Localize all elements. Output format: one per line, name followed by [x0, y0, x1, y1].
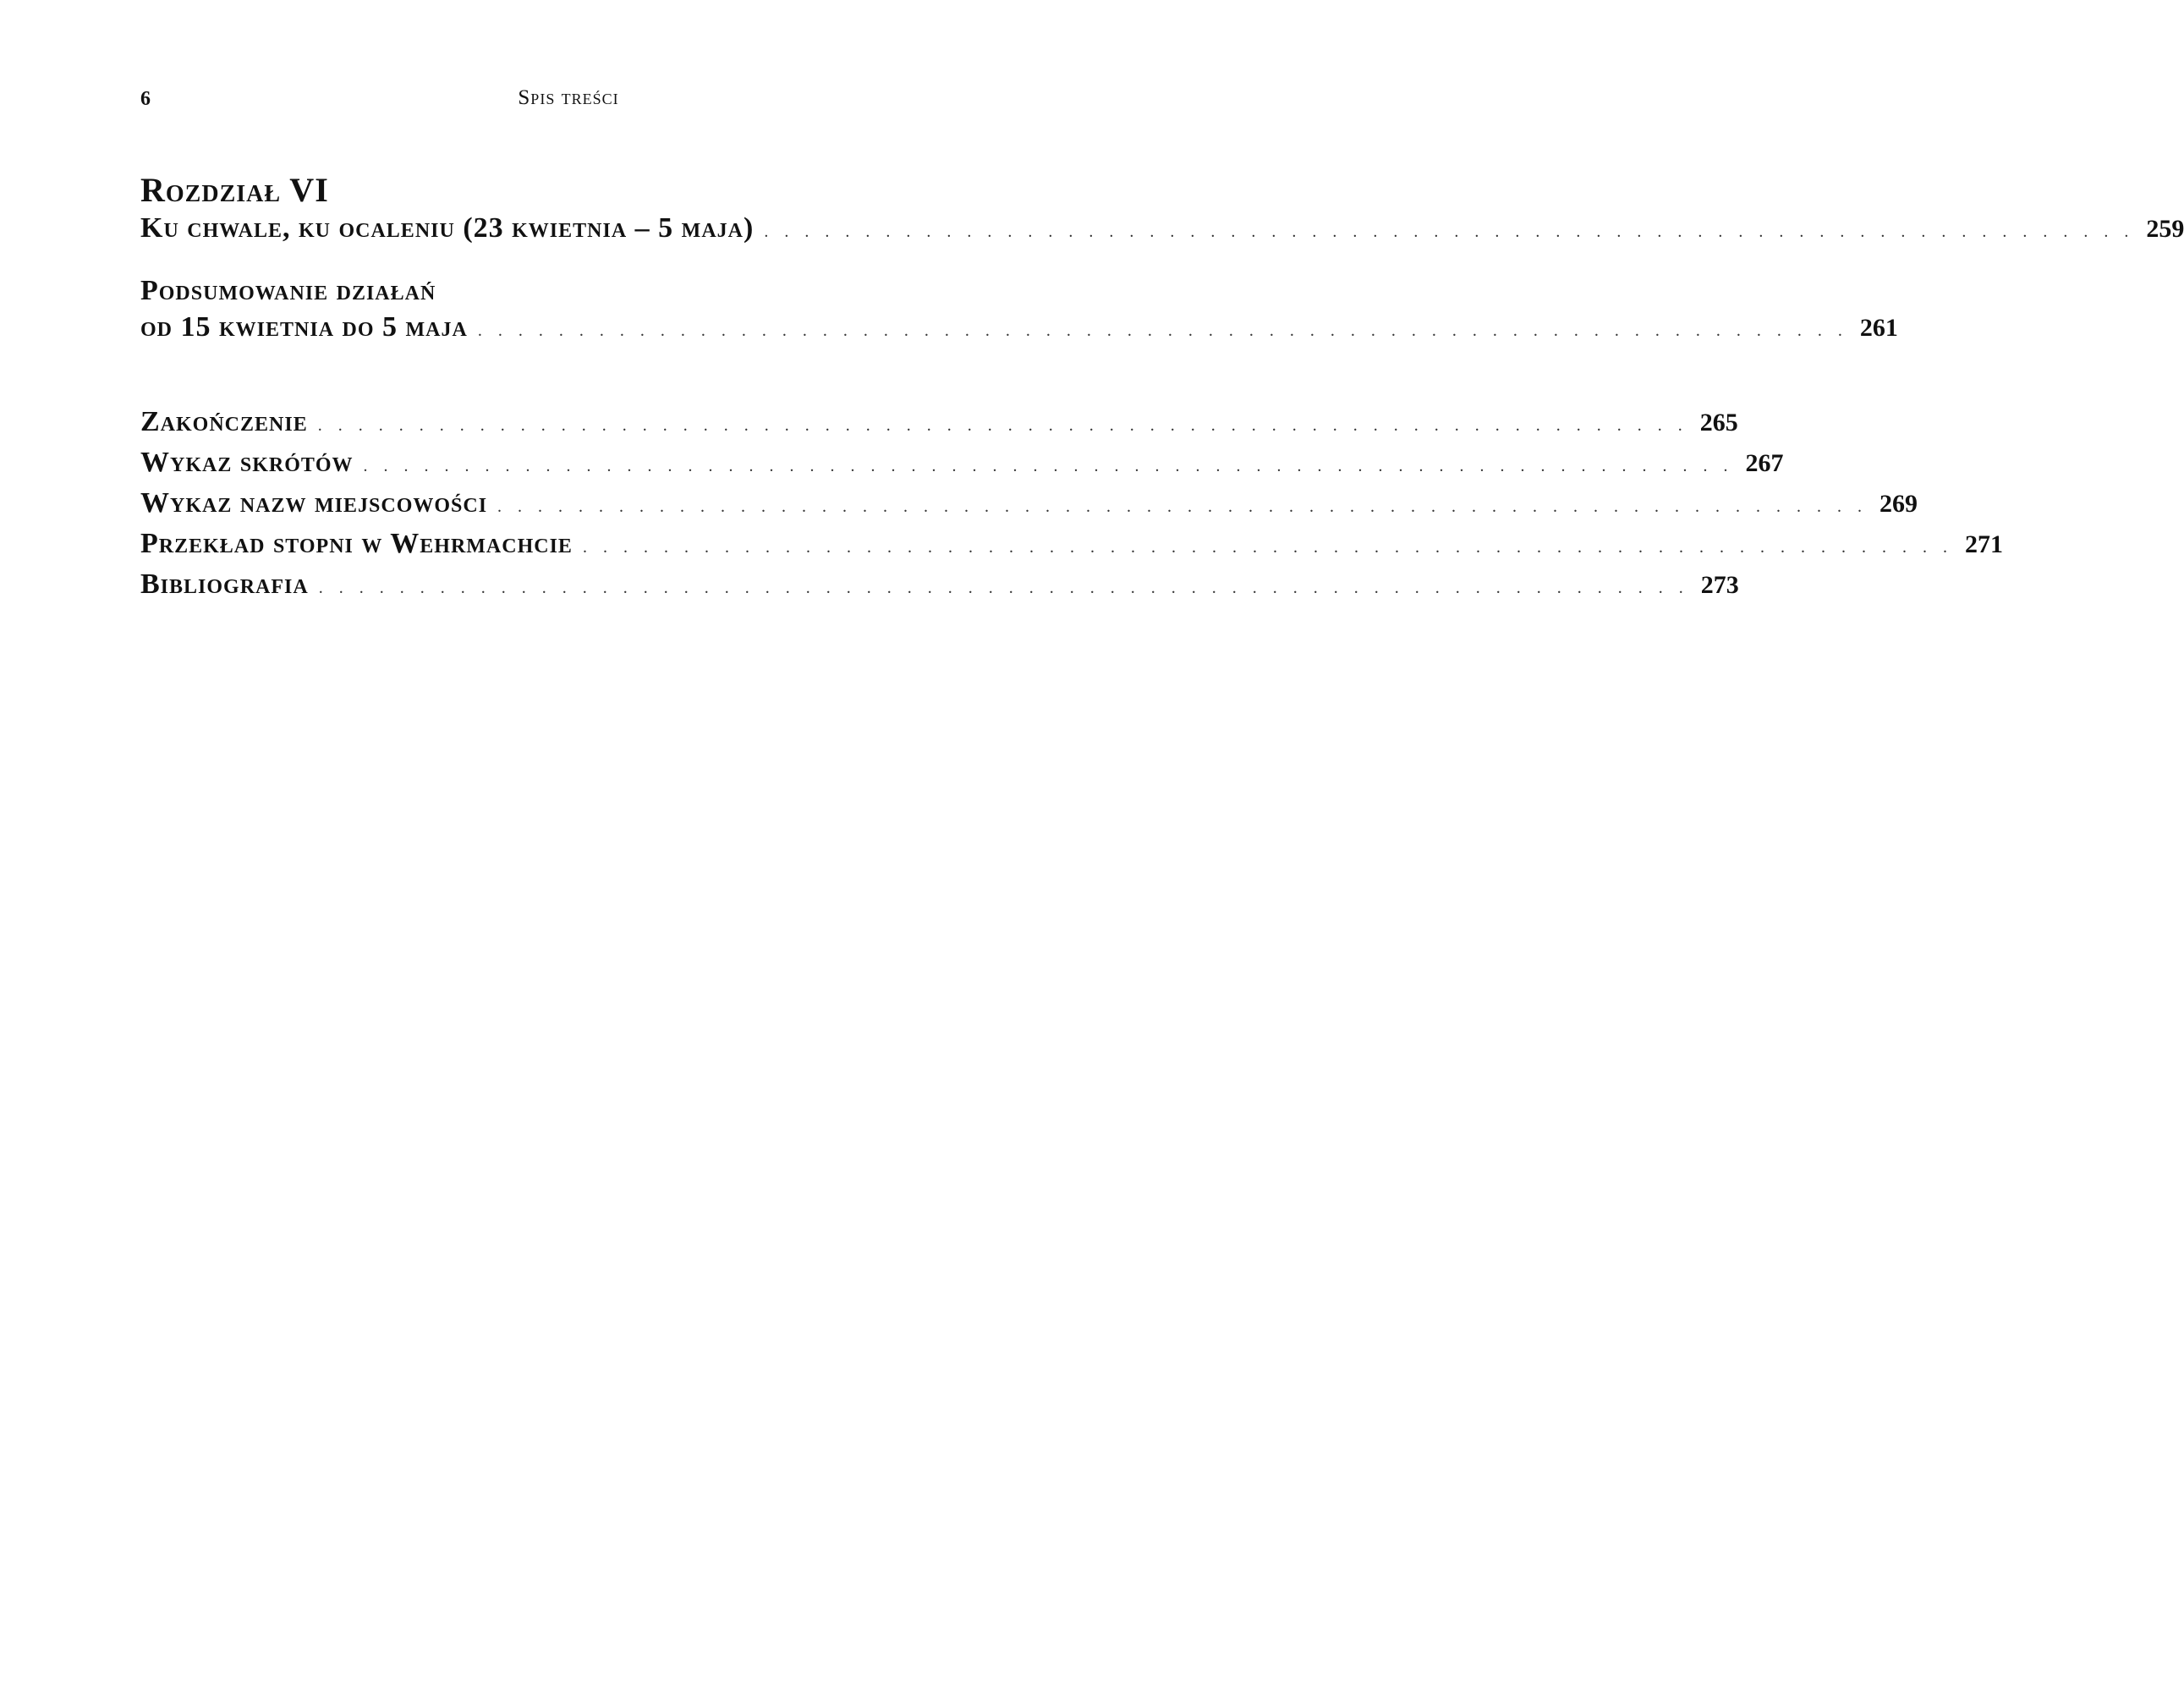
toc-entry-wykaz-nazw-miejscowosci[interactable]	[140, 485, 1918, 525]
chapter-title: Ku chwale, ku ocaleniu (23 kwietnia – 5 maja)	[140, 212, 755, 244]
toc-entry-przeklad-stopni[interactable]	[140, 525, 2003, 566]
summary-title-line2: od 15 kwietnia do 5 maja	[140, 311, 468, 343]
dot-leader: . . . . . . . . . . . . . . . . . . . . . . . . . . . . . . . . . . . . . . . . . . . . . . . . . . . . . . . . . . . . . . . . . . . .	[764, 222, 2135, 241]
entry-title: Bibliografia	[140, 568, 309, 600]
entry-title: Wykaz skrótów	[140, 447, 354, 478]
toc-entry-bibliografia[interactable]	[140, 566, 1739, 607]
dot-leader: . . . . . . . . . . . . . . . . . . . . . . . . . . . . . . . . . . . . . . . . . . . . . . . . . . . . . . . . . . . . . . . . . . . .	[477, 321, 1848, 340]
page-ref: 261	[1859, 314, 1898, 342]
dot-leader: . . . . . . . . . . . . . . . . . . . . . . . . . . . . . . . . . . . . . . . . . . . . . . . . . . . . . . . . . . . . . . . . . . . .	[317, 416, 1688, 435]
dot-leader: . . . . . . . . . . . . . . . . . . . . . . . . . . . . . . . . . . . . . . . . . . . . . . . . . . . . . . . . . . . . . . . . . . . .	[318, 579, 1689, 597]
entry-title: Zakończenie	[140, 406, 308, 437]
dot-leader: . . . . . . . . . . . . . . . . . . . . . . . . . . . . . . . . . . . . . . . . . . . . . . . . . . . . . . . . . . . . . . . . . . . .	[582, 538, 1953, 557]
page-number: 6	[140, 88, 151, 110]
chapter-label: Rozdział VI	[140, 171, 329, 209]
page-ref: 269	[1879, 490, 1918, 518]
entry-title: Przekład stopni w Wehrmachcie	[140, 528, 573, 559]
dot-leader: . . . . . . . . . . . . . . . . . . . . . . . . . . . . . . . . . . . . . . . . . . . . . . . . . . . . . . . . . . . . . . . . . . . .	[363, 457, 1734, 475]
table-of-contents	[140, 171, 2184, 607]
page-ref: 271	[1964, 530, 2003, 558]
toc-entry-zakonczenie[interactable]	[140, 404, 1738, 444]
page-ref: 273	[1700, 571, 1739, 599]
entry-title: Wykaz nazw miejscowości	[140, 487, 488, 519]
page-ref: 265	[1699, 409, 1738, 436]
dot-leader: . . . . . . . . . . . . . . . . . . . . . . . . . . . . . . . . . . . . . . . . . . . . . . . . . . . . . . . . . . . . . . . . . . . .	[497, 497, 1868, 516]
page-header	[140, 85, 996, 115]
toc-entry-wykaz-skrotow[interactable]	[140, 444, 1784, 485]
toc-entry-chapter-6[interactable]	[140, 171, 2184, 250]
running-head: Spis treści	[518, 86, 619, 109]
toc-entry-summary[interactable]	[140, 272, 1898, 349]
summary-title-line1: Podsumowanie działań	[140, 275, 436, 306]
page-ref: 259	[2146, 215, 2184, 243]
page-ref: 267	[1745, 449, 1784, 477]
